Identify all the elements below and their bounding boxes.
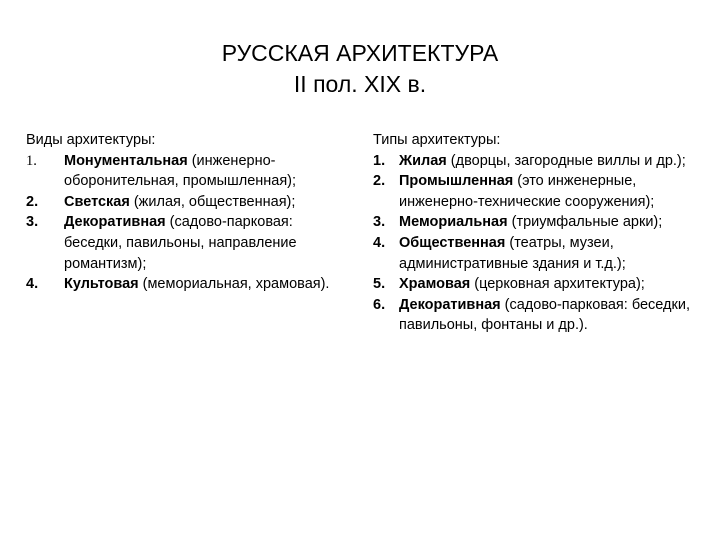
item-description: (мемориальная, храмовая).	[138, 276, 330, 293]
item-description: (это инженерные, инженерно-технические сооружения);	[399, 173, 655, 210]
item-term: Жилая	[399, 152, 447, 169]
list-item	[373, 233, 693, 274]
item-term: Общественная	[399, 234, 506, 251]
list-item	[373, 212, 693, 233]
item-number: 3.	[26, 214, 39, 231]
item-number: 2.	[26, 193, 39, 210]
item-number: 4.	[26, 276, 39, 293]
left-column	[26, 130, 346, 295]
item-description: (театры, музеи, административные здания и т.д.);	[399, 234, 626, 272]
item-term: Светская	[64, 193, 130, 210]
item-description: (жилая, общественная);	[129, 193, 296, 210]
item-term: Храмовая	[399, 276, 471, 293]
item-description: (садово-парковая: беседки, павильоны, фонтаны и др.).	[399, 296, 690, 334]
list-item	[26, 274, 346, 295]
item-number: 4.	[373, 234, 386, 251]
left-list	[26, 151, 346, 295]
item-description: (инженерно-оборонительная, промышленная);	[64, 152, 297, 190]
item-number: 1.	[373, 152, 386, 169]
item-description: (триумфальные арки);	[507, 214, 663, 231]
list-item	[373, 274, 693, 295]
list-item	[373, 295, 693, 336]
left-heading: Виды архитектуры:	[26, 132, 156, 148]
item-term: Декоративная	[64, 214, 166, 231]
item-description: (садово-парковая: беседки, павильоны, направление романтизм);	[64, 214, 297, 272]
item-number: 1.	[26, 152, 37, 169]
item-term: Промышленная	[399, 173, 514, 190]
item-term: Монументальная	[64, 152, 188, 169]
item-description: (церковная архитектура);	[470, 276, 645, 293]
list-item	[26, 151, 346, 192]
title-line-2: II пол. XIX в.	[293, 71, 427, 97]
item-number: 2.	[373, 173, 386, 190]
list-item	[373, 171, 693, 212]
item-term: Культовая	[64, 276, 139, 293]
right-list	[373, 151, 693, 336]
list-item	[373, 151, 693, 172]
right-column	[373, 130, 693, 336]
item-term: Декоративная	[399, 296, 501, 313]
item-number: 3.	[373, 214, 386, 231]
item-description: (дворцы, загородные виллы и др.);	[446, 152, 686, 169]
right-heading: Типы архитектуры:	[373, 132, 501, 148]
page-title	[0, 38, 720, 100]
list-item	[26, 192, 346, 213]
item-number: 6.	[373, 296, 386, 313]
title-line-1: РУССКАЯ АРХИТЕКТУРА	[221, 40, 499, 66]
list-item	[26, 212, 346, 274]
item-number: 5.	[373, 276, 386, 293]
item-term: Мемориальная	[399, 214, 508, 231]
